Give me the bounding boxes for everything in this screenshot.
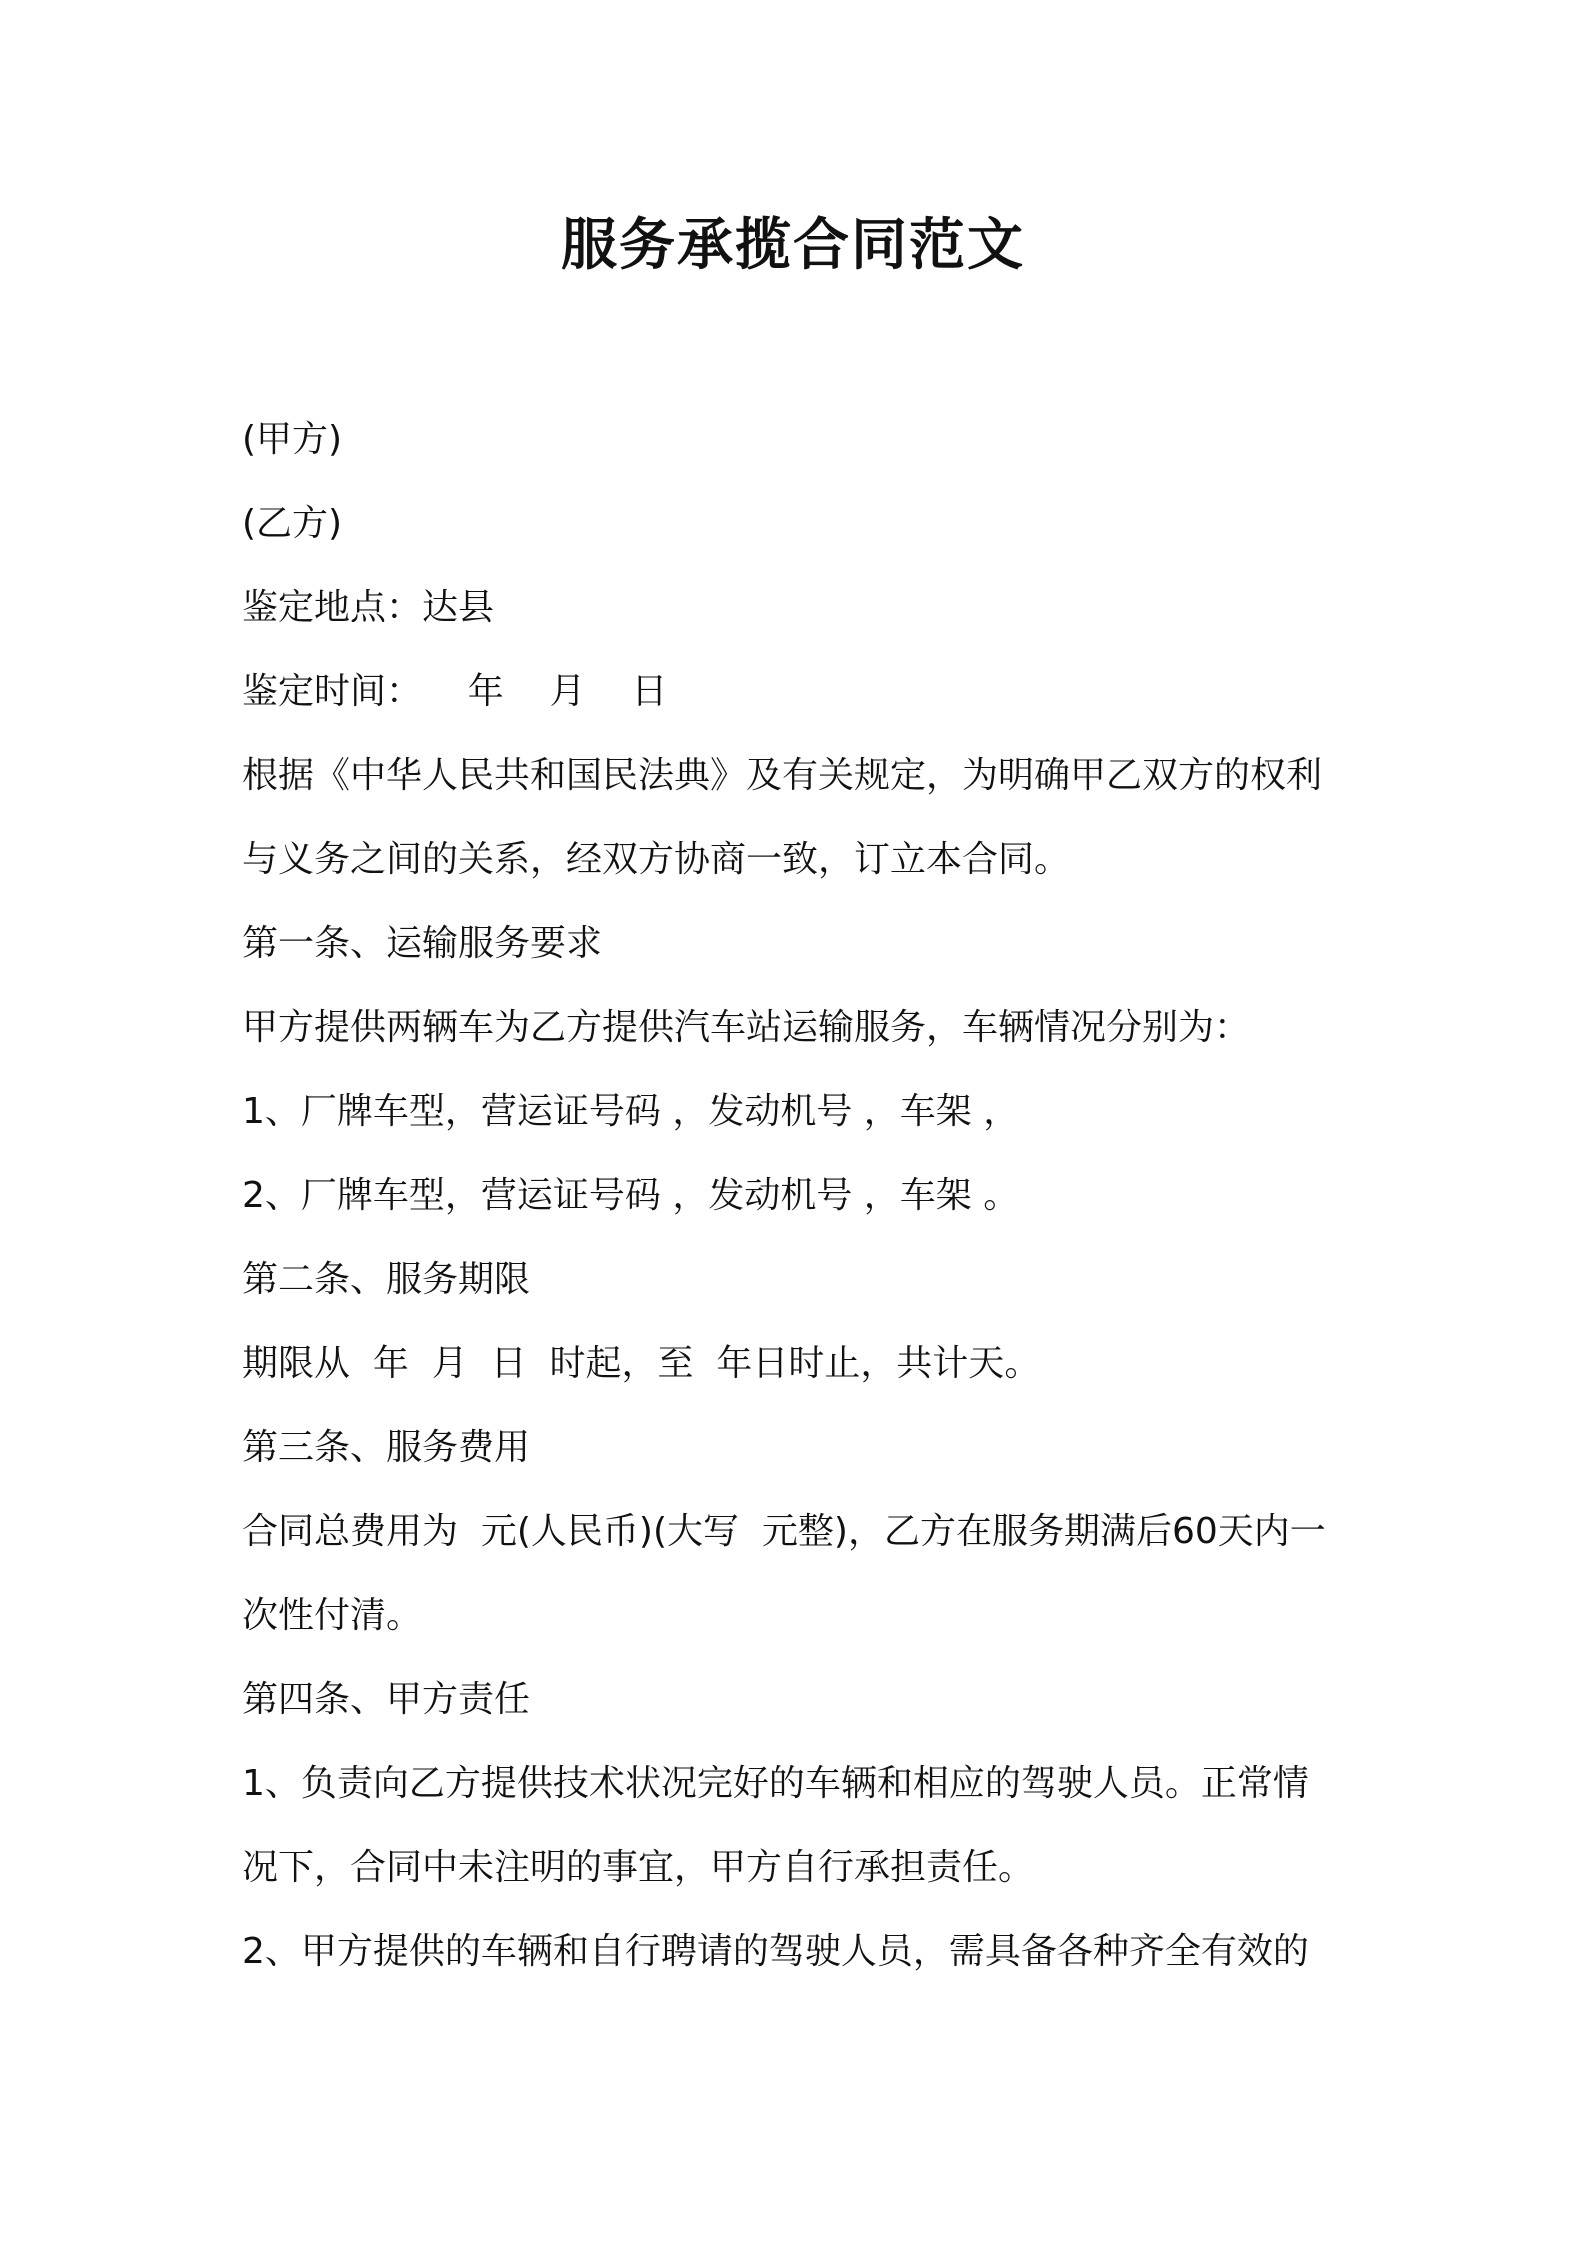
service-period-line: 期限从 年 月 日 时起，至 年日时止，共计天。 [242, 1343, 1041, 1384]
fee-line-2: 次性付清。 [242, 1595, 423, 1636]
preamble-line-2: 与义务之间的关系，经双方协商一致，订立本合同。 [242, 839, 1071, 880]
article-1-heading: 第一条、运输服务要求 [242, 923, 603, 964]
preamble-line-1: 根据《中华人民共和国民法典》及有关规定，为明确甲乙双方的权利 [242, 755, 1323, 796]
document-body [242, 398, 1362, 1994]
party-b-line: (乙方) [242, 503, 343, 544]
signing-date-line: 鉴定时间： 年 月 日 [242, 671, 668, 712]
article-2-heading: 第二条、服务期限 [242, 1259, 531, 1300]
party-a-line: (甲方) [242, 419, 343, 460]
duty-2-line-1: 2、甲方提供的车辆和自行聘请的驾驶人员，需具备各种齐全有效的 [242, 1931, 1309, 1972]
vehicle-1-line: 1、厂牌车型，营运证号码 ，发动机号 ，车架 ， [242, 1091, 1020, 1132]
document-title: 服务承揽合同范文 [561, 213, 1025, 278]
article-1-text: 甲方提供两辆车为乙方提供汽车站运输服务，车辆情况分别为： [242, 1007, 1251, 1048]
article-3-heading: 第三条、服务费用 [242, 1427, 531, 1468]
duty-1-line-2: 况下，合同中未注明的事宜，甲方自行承担责任。 [242, 1847, 1035, 1888]
signing-place-line: 鉴定地点：达县 [242, 587, 495, 628]
fee-line-1: 合同总费用为 元(人民币)(大写 元整)，乙方在服务期满后60天内一 [242, 1511, 1326, 1552]
article-4-heading: 第四条、甲方责任 [242, 1679, 531, 1720]
vehicle-2-line: 2、厂牌车型，营运证号码 ，发动机号 ，车架 。 [242, 1175, 1020, 1216]
duty-1-line-1: 1、负责向乙方提供技术状况完好的车辆和相应的驾驶人员。正常情 [242, 1763, 1309, 1804]
